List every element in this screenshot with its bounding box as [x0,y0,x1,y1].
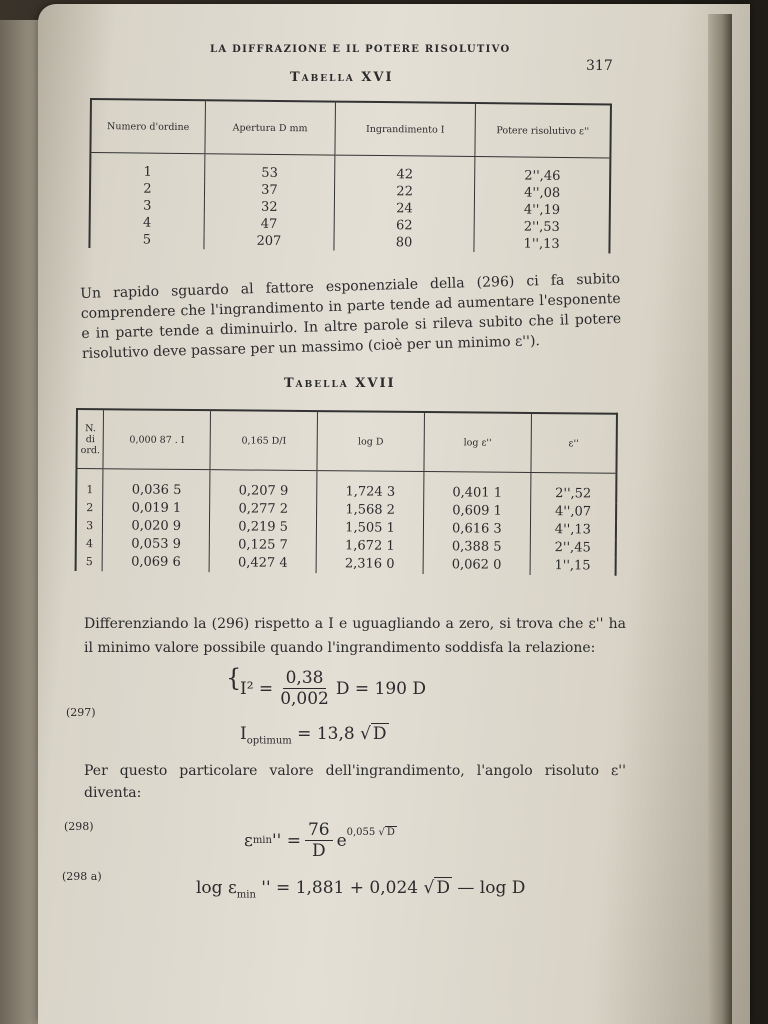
table-cell: 1'',15 [530,557,616,576]
table-cell: 1 [76,469,103,500]
table-cell: 1,568 2 [317,501,424,520]
eq297-line1 [240,668,426,709]
table-cell: 2'',52 [531,472,617,503]
table-cell: 4 [90,214,205,232]
table17-title: Tabella XVII [284,376,396,391]
table16-header: Apertura D mm [205,100,336,155]
table17-header-row [76,409,616,473]
eq297-fraction [277,668,332,709]
eq297-label: (297) [66,706,96,719]
page-number: 317 [586,58,613,74]
eq297-line2-rhs: = 13,8 [297,724,355,744]
table-cell: 0,036 5 [103,469,210,500]
table-cell: 3 [90,197,205,215]
table-cell: 32 [204,198,334,216]
table-cell: 42 [335,155,476,184]
table-cell: 1 [90,153,205,182]
eq298a-rhs1: '' = 1,881 + 0,024 [261,878,419,898]
eq298a-label: (298 a) [62,870,102,883]
eq297-rhs: D = 190 D [335,678,427,699]
table-cell: 0,069 6 [102,553,209,572]
eq297-numerator: 0,38 [283,668,327,689]
eq298a-radicand: D [436,878,450,898]
table-cell: 1,505 1 [316,519,423,538]
table-cell: 0,207 9 [210,470,317,501]
table-cell: 0,053 9 [103,535,210,554]
eq297-line2 [240,724,389,746]
table-cell: 0,020 9 [103,517,210,536]
table17-header: 0,165 D/I [210,410,317,470]
table17-header: N. di ord. [76,409,103,469]
table-cell: 0,062 0 [423,556,530,575]
table16 [88,98,612,253]
table-cell: 5 [89,231,204,249]
eq297-denominator: 0,002 [280,689,329,709]
eq298-exp-radicand: D [386,827,395,838]
eq298a [196,878,525,900]
table-cell: 5 [76,553,103,571]
eq297-subscript: optimum [246,735,292,747]
eq298-fraction [305,820,333,861]
sqrt-icon: √ [378,827,385,838]
table-cell: 22 [334,183,475,201]
eq297-brace: { [226,664,242,692]
paragraph-1: Un rapido sguardo al fattore esponenziale della (296) ci fa subito comprendere che l'ingrandimento in parte tende ad aumentare l'esponente e in parte tende a diminuirlo. In altre parole si rileva subito che il potere risolutivo deve passare per un massimo (cioè per un minimo ε''). [80,270,622,362]
running-head: LA DIFFRAZIONE E IL POTERE RISOLUTIVO [210,44,511,55]
eq298-denominator: D [311,841,326,861]
table-cell: 207 [204,232,334,250]
table-cell: 47 [204,215,334,233]
table-cell: 0,277 2 [210,500,317,519]
eq298-numerator: 76 [305,820,333,841]
table-cell: 2,316 0 [316,555,423,574]
table-cell: 4 [76,535,103,553]
table-cell: 2'',53 [474,218,609,236]
table16-header: Ingrandimento I [335,102,476,157]
table16-header: Numero d'ordine [90,99,205,154]
eq298-exp-coef: 0,055 [346,827,376,838]
eq298-prime: '' = [271,830,301,851]
paragraph-2: Differenziando la (296) rispetto a I e uguagliando a zero, si trova che ε'' ha il minimo valore possibile quando l'ingrandimento soddisfa la relazione: [84,616,626,656]
table-cell: 4'',07 [530,503,616,522]
table-cell: 3 [76,517,103,535]
table16-title: Tabella XVI [290,70,394,85]
eq298-lhs-sub: min [252,835,272,846]
table17-header: ε'' [531,413,617,473]
table-cell: 1,724 3 [317,471,424,502]
table-cell: 2'',46 [475,157,610,186]
table-cell: 4'',13 [530,521,616,540]
table-cell: 0,019 1 [103,499,210,518]
table17-header: 0,000 87 . I [103,409,210,469]
table-cell: 2 [76,499,103,517]
table-cell: 0,125 7 [209,536,316,555]
table-cell: 0,388 5 [423,538,530,557]
table-cell: 1,672 1 [316,537,423,556]
eq298a-lhs: log ε [196,878,237,898]
table-cell: 0,219 5 [210,518,317,537]
table-cell: 0,609 1 [424,502,531,521]
eq297-lhs: I² = [240,678,274,699]
table-cell: 0,616 3 [423,520,530,539]
table-cell: 37 [204,181,334,199]
eq298-exponent [347,827,397,838]
table17-header: log D [317,411,424,471]
table16-header: Potere risolutivo ε'' [475,103,611,158]
table-cell: 4'',08 [475,184,610,202]
eq298 [244,820,397,861]
table-cell: 2 [90,180,205,198]
table-cell: 0,427 4 [209,554,316,573]
table-cell: 80 [334,234,475,252]
eq297-line2-lhs: I [240,724,247,744]
table-cell: 4'',19 [475,201,610,219]
page-stack-edge [708,14,732,1024]
table-cell: 1'',13 [474,235,609,253]
eq298a-rhs2: — log D [457,878,526,898]
table-cell: 53 [205,154,335,183]
table-cell: 2'',45 [530,539,616,558]
table-cell: 62 [334,217,475,235]
table17-header: log ε'' [424,412,531,472]
eq298a-lhs-sub: min [236,889,256,901]
eq298-lhs: ε [244,830,253,851]
table-row [76,469,616,504]
paragraph-3: Per questo particolare valore dell'ingrandimento, l'angolo risoluto ε'' diventa: [84,763,626,801]
sqrt-icon: √ [423,878,435,898]
table16-header-row [90,99,611,158]
sqrt-icon: √ [360,724,371,744]
table-cell: 24 [334,200,475,218]
eq297-radicand: D [372,724,387,744]
eq298-base: e [336,830,347,851]
table-cell: 0,401 1 [424,472,531,503]
eq298-label: (298) [64,820,94,833]
table17 [75,408,618,576]
